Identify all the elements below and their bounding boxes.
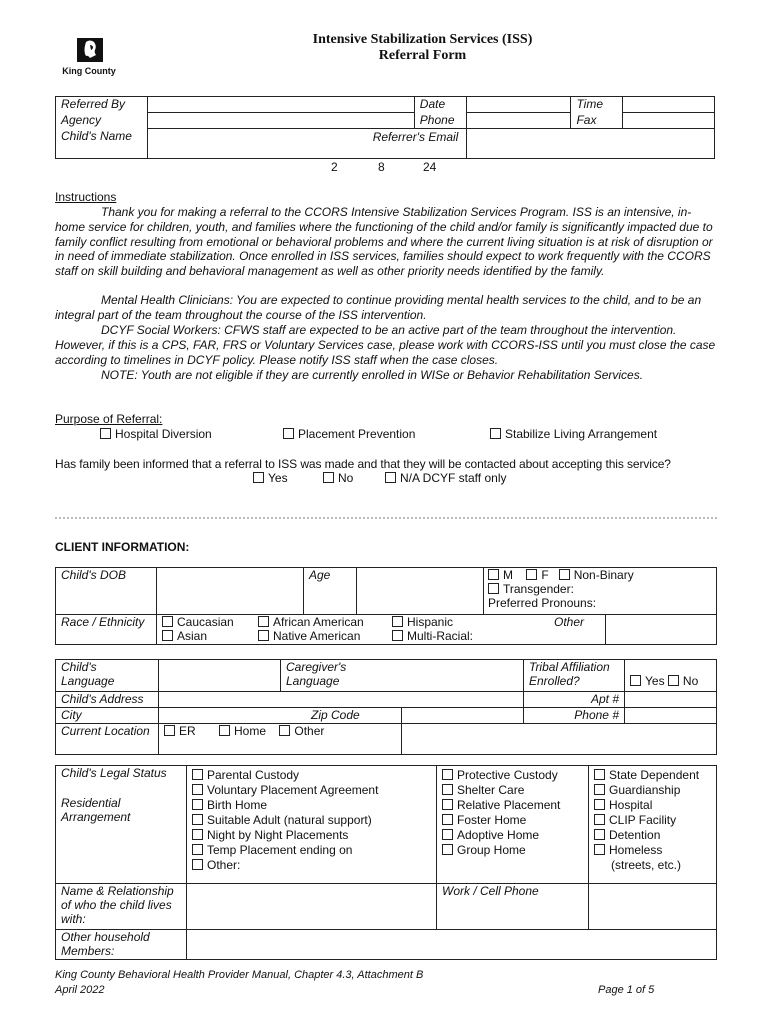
option-label: Temp Placement ending on [207,843,353,857]
king-county-logo [58,36,120,80]
informed-no-option[interactable] [323,471,353,485]
current-location-options [159,724,402,755]
apt-label: Apt # [524,692,625,708]
checkbox[interactable] [192,844,203,855]
logo-text: King County [62,66,116,76]
instructions-paragraph-1: Thank you for making a referral to the CCORS Intensive Stabilization Services Program. ISS is an intensive, in-home service for children, youth, and families where the functioning of the child and/or family is significantly impacted due to family conflict resulting from emotional or behavioral problems and where the current living situation is at risk of disruption or in need of immediate stabilization. Once enrolled in ISS services, families should expect to work frequently with the CCORS staff on skill building and behavioral management as well as other priority needs identified by the family. [55,205,713,279]
age-field[interactable] [357,568,484,615]
option-label: Suitable Adult (natural support) [207,813,372,827]
race-native-american-option[interactable]: Native American [258,629,392,643]
zip-label: Zip Code [311,708,360,722]
checkbox[interactable] [442,814,453,825]
checkbox[interactable] [283,428,294,439]
referred-by-label: Referred By [56,97,148,113]
phone-field[interactable] [467,113,571,129]
current-location-label: Current Location [56,724,159,755]
client-info-heading: CLIENT INFORMATION: [55,540,190,554]
checkbox[interactable] [594,784,605,795]
race-african-american-option[interactable]: African American [258,615,392,629]
checkbox[interactable] [442,784,453,795]
phone-label: Phone [414,113,467,129]
checkbox[interactable] [594,829,605,840]
legal-col-2 [437,766,589,884]
purpose-heading: Purpose of Referral: [55,412,163,426]
gender-cell [484,568,717,615]
option-label: Group Home [457,843,526,857]
option-label: Hospital [609,798,653,812]
informed-na-option[interactable] [385,471,506,485]
legal-option[interactable] [594,798,711,813]
legal-option[interactable] [442,843,583,858]
legal-option[interactable] [594,813,711,828]
option-label: Hospital Diversion [115,427,212,441]
race-other-field[interactable] [606,615,717,645]
checkbox[interactable] [442,829,453,840]
date-year: 24 [423,160,437,174]
agency-field[interactable] [147,113,414,129]
referrer-email-field[interactable] [467,129,715,159]
work-cell-label: Work / Cell Phone [437,884,589,930]
childs-language-label: Child's Language [56,660,159,692]
legal-option[interactable] [442,783,583,798]
legal-option[interactable] [442,813,583,828]
option-label: State Dependent [609,768,700,782]
childs-language-field[interactable] [159,660,281,692]
option-label: Night by Night Placements [207,828,349,842]
checkbox[interactable] [192,814,203,825]
date-month: 2 [331,160,338,174]
option-label: Yes [268,471,288,485]
name-relationship-field[interactable] [187,884,437,930]
instructions-paragraph-2: Mental Health Clinicians: You are expected to continue providing mental health services to the child, and to be an integral part of the team throughout the course of the ISS intervention. [55,293,702,322]
race-options [157,615,606,645]
current-location-field[interactable] [401,724,717,755]
referred-by-field[interactable] [147,97,414,113]
location-er-option[interactable]: ER [164,724,196,738]
tear-line-divider [55,517,717,519]
race-hispanic-option[interactable]: Hispanic [392,615,552,629]
tribal-label: Tribal Affiliation Enrolled? [524,660,625,692]
checkbox[interactable] [442,844,453,855]
option-label: Parental Custody [207,768,300,782]
option-label: Birth Home [207,798,268,812]
referral-table [55,96,715,159]
option-label: Relative Placement [457,798,561,812]
address-label: Child's Address [56,692,159,708]
option-label: Stabilize Living Arrangement [505,427,658,441]
footer-manual: King County Behavioral Health Provider Manual, Chapter 4.3, Attachment B [55,969,424,981]
option-label: No [338,471,354,485]
legal-option[interactable] [594,828,711,843]
form-subtitle: Referral Form [378,48,467,63]
checkbox[interactable] [192,799,203,810]
legal-option[interactable] [442,768,583,783]
gender-nonbinary-option[interactable]: Non-Binary [559,568,634,582]
childs-name-label: Child's Name [56,129,148,159]
instructions-paragraph-3: DCYF Social Workers: CFWS staff are expected to be an active part of the team throughout the intervention. However, if this is a CPS, FAR, FRS or Voluntary Services case, please work with CCORS-ISS until you must close the case according to timelines in DCYF policy. Please notify ISS staff when the case closes. [55,323,716,367]
address-field[interactable] [159,692,524,708]
race-other-label: Other [554,615,585,629]
legal-col-1 [187,766,437,884]
option-label: Detention [609,828,661,842]
fax-field[interactable] [622,113,714,129]
checkbox[interactable] [253,472,264,483]
legal-option[interactable] [192,768,431,783]
legal-option[interactable] [192,783,431,798]
caregivers-language-field[interactable] [401,660,524,692]
childs-name-field[interactable] [147,129,466,159]
dob-label: Child's DOB [56,568,157,615]
legal-option[interactable] [192,828,431,843]
tribal-no-option[interactable]: No [668,674,698,688]
option-label: Homeless [609,843,663,857]
checkbox[interactable] [385,472,396,483]
location-other-option[interactable]: Other [279,724,324,738]
race-asian-option[interactable]: Asian [162,629,258,643]
legal-option[interactable] [192,858,431,873]
option-label: Placement Prevention [298,427,416,441]
option-label: Adoptive Home [457,828,540,842]
fax-label: Fax [571,113,623,129]
checkbox[interactable] [442,769,453,780]
footer-date: April 2022 [55,984,105,996]
transgender-option[interactable]: Transgender: [488,582,574,596]
checkbox[interactable] [323,472,334,483]
checkbox[interactable] [594,814,605,825]
hospital-diversion-option[interactable] [100,427,212,441]
other-household-label: Other household Members: [56,930,187,960]
instructions-paragraph-4: NOTE: Youth are not eligible if they are currently enrolled in WISe or Behavior Rehabilitation Services. [101,368,644,382]
city-field[interactable] [159,708,402,724]
gender-m-option[interactable]: M [488,568,513,582]
option-label: Shelter Care [457,783,525,797]
option-label: Protective Custody [457,768,558,782]
race-multiracial-option[interactable]: Multi-Racial: [392,629,552,643]
checkbox[interactable] [192,769,203,780]
tribal-yes-option[interactable]: Yes [630,674,665,688]
dob-field[interactable] [157,568,304,615]
checkbox[interactable] [100,428,111,439]
tribal-options [625,660,717,692]
footer-page: Page 1 of 5 [598,984,655,996]
client-info-table [55,567,717,645]
informed-yes-option[interactable] [253,471,288,485]
checkbox[interactable] [490,428,501,439]
phone-number-label: Phone # [524,708,625,724]
checkbox[interactable] [594,844,605,855]
date-day: 8 [378,160,385,174]
legal-status-label: Child's Legal Status [61,766,167,780]
city-label: City [56,708,159,724]
phone-number-field[interactable] [625,708,717,724]
work-cell-field[interactable] [589,884,717,930]
legal-status-table [55,765,717,960]
legal-option[interactable] [594,783,711,798]
race-caucasian-option[interactable]: Caucasian [162,615,258,629]
caregivers-language-label: Caregiver's Language [281,660,402,692]
legal-option[interactable] [594,768,711,783]
gender-f-option[interactable]: F [526,568,548,582]
other-household-field[interactable] [187,930,717,960]
placement-prevention-option[interactable] [283,427,415,441]
form-title: Intensive Stabilization Services (ISS) [312,32,533,47]
option-label: Guardianship [609,783,681,797]
legal-labels [56,766,187,884]
language-address-table [55,659,717,755]
race-label: Race / Ethnicity [56,615,157,645]
legal-option[interactable] [192,798,431,813]
option-label: Voluntary Placement Agreement [207,783,379,797]
option-label: Other: [207,858,241,872]
time-field[interactable] [622,97,714,113]
legal-option[interactable] [442,798,583,813]
date-field[interactable] [467,97,571,113]
family-informed-question: Has family been informed that a referral to ISS was made and that they will be contacted about accepting this service? [55,457,671,471]
legal-option[interactable] [442,828,583,843]
agency-label: Agency [56,113,148,129]
legal-option[interactable] [594,843,711,858]
zip-field[interactable] [401,708,524,724]
name-relationship-label: Name & Relationship of who the child lives with: [56,884,187,930]
checkbox[interactable] [192,859,203,870]
instructions-heading: Instructions [55,190,117,204]
king-county-emblem-icon [75,36,105,64]
checkbox[interactable] [442,799,453,810]
option-label: CLIP Facility [609,813,677,827]
date-label: Date [414,97,467,113]
legal-col-3 [589,766,717,884]
checkbox[interactable] [594,769,605,780]
checkbox[interactable] [192,784,203,795]
legal-option[interactable] [192,813,431,828]
apt-field[interactable] [625,692,717,708]
checkbox[interactable] [594,799,605,810]
age-label: Age [304,568,357,615]
option-label: N/A DCYF staff only [400,471,507,485]
referrer-email-label: Referrer's Email [372,130,459,144]
pronouns-label: Preferred Pronouns: [488,596,597,610]
option-label: Foster Home [457,813,527,827]
stabilize-living-option[interactable] [490,427,657,441]
time-label: Time [571,97,623,113]
homeless-note: (streets, etc.) [611,858,682,872]
location-home-option[interactable]: Home [219,724,266,738]
checkbox[interactable] [192,829,203,840]
residential-label: Residential Arrangement [61,796,131,824]
legal-option[interactable] [192,843,431,858]
